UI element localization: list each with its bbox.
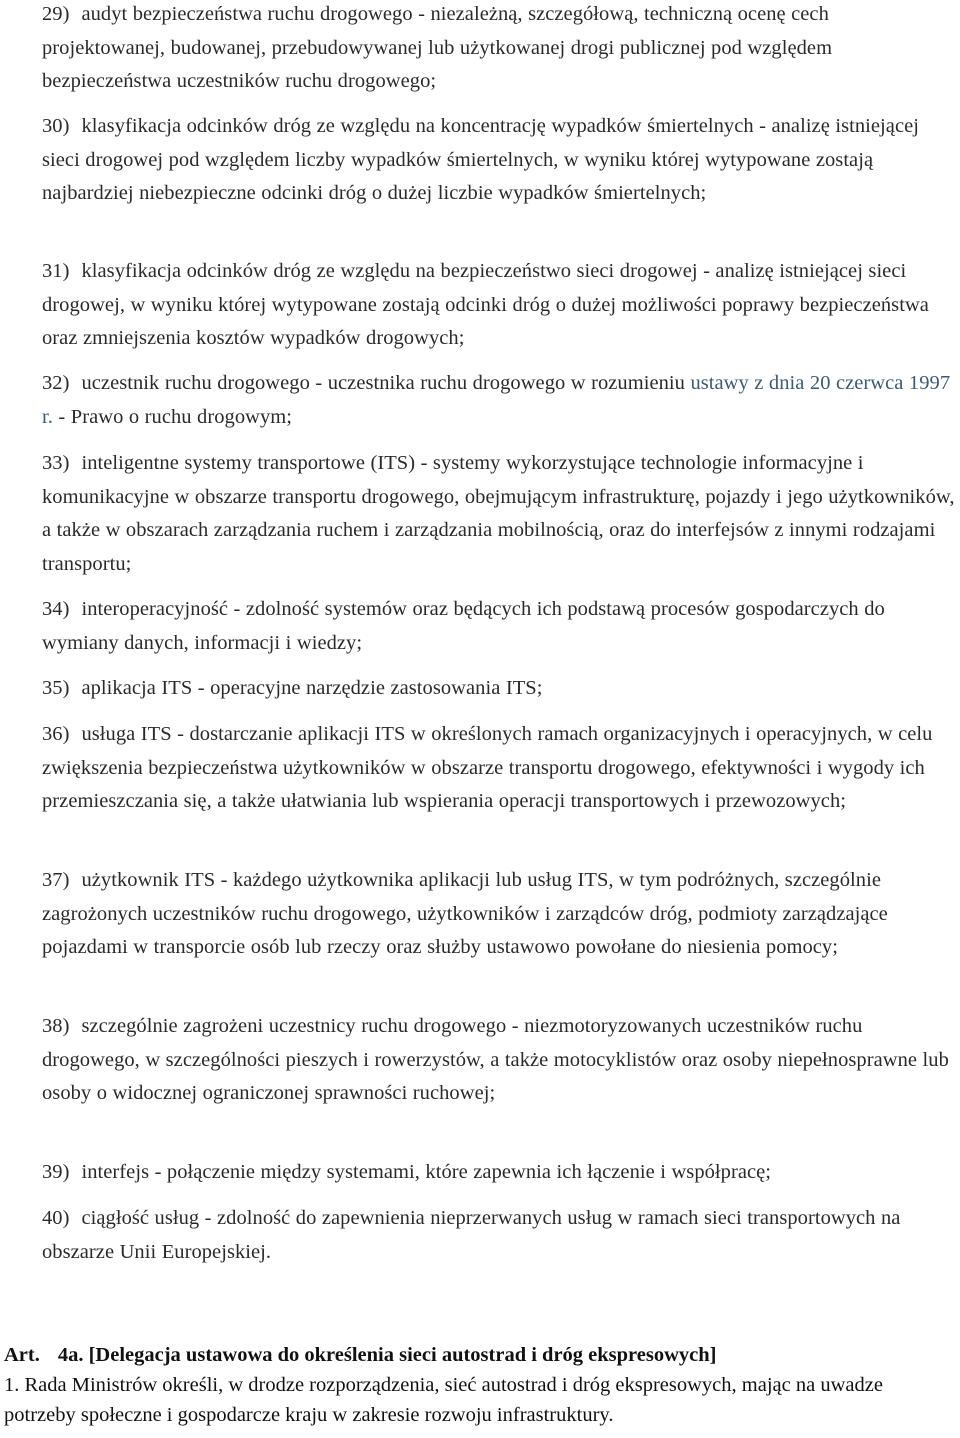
article-heading: [4, 1340, 956, 1370]
definition-34: [42, 593, 957, 660]
definition-text: użytkownik ITS - każdego użytkownika aplikacji lub usług ITS, w tym podróżnych, szczególnie zagrożonych uczestników ruchu drogowego, użytkowników i zarządców dróg, podmioty zarządzające pojazdami w transporcie osób lub rzeczy oraz służby ustawowo powołane do niesienia pomocy;: [42, 869, 888, 958]
definition-33: [42, 447, 957, 581]
definition-text: klasyfikacja odcinków dróg ze względu na koncentrację wypadków śmiertelnych - analizę istniejącej sieci drogowej pod względem liczby wypadków śmiertelnych, w wyniku której wytypowane zostają najbardziej niebezpieczne odcinki dróg o dużej liczbie wypadków śmiertelnych;: [42, 115, 919, 204]
article-number: 4a.: [57, 1344, 84, 1366]
definition-number: 40): [42, 1207, 70, 1229]
definition-number: 29): [42, 3, 70, 25]
definition-number: 38): [42, 1015, 70, 1037]
definition-text: szczególnie zagrożeni uczestnicy ruchu drogowego - niezmotoryzowanych uczestników ruchu drogowego, w szczególności pieszych i rowerzystów, a także motocyklistów oraz osoby niepełnosprawne lub osoby o widocznej ograniczonej sprawności ruchowej;: [42, 1015, 949, 1104]
definition-31: [42, 255, 957, 356]
definition-text: interoperacyjność - zdolność systemów oraz będących ich podstawą procesów gospodarczych do wymiany danych, informacji i wiedzy;: [42, 598, 885, 654]
definition-text: inteligentne systemy transportowe (ITS) - systemy wykorzystujące technologie informacyjne i komunikacyjne w obszarze transportu drogowego, obejmującym infrastrukturę, pojazdy i jego użytkowników, a także w obszarach zarządzania ruchem i zarządzania mobilnością, oraz do interfejsów z innymi rodzajami transportu;: [42, 452, 955, 575]
article-paragraph: 1. Rada Ministrów określi, w drodze rozporządzenia, sieć autostrad i dróg ekspresowych, mając na uwadze potrzeby społeczne i gospodarcze kraju w zakresie rozwoju infrastruktury.: [4, 1374, 883, 1426]
definition-35: [42, 672, 957, 706]
definition-number: 34): [42, 598, 70, 620]
definition-36: [42, 718, 957, 819]
definition-number: 35): [42, 677, 70, 699]
definition-text: uczestnik ruchu drogowego - uczestnika ruchu drogowego w rozumieniu: [81, 372, 685, 394]
article-4a: [4, 1340, 956, 1430]
definition-number: 32): [42, 372, 70, 394]
definition-number: 37): [42, 869, 70, 891]
definition-text: ciągłość usług - zdolność do zapewnienia nieprzerwanych usług w ramach sieci transportowych na obszarze Unii Europejskiej.: [42, 1207, 901, 1263]
definition-number: 31): [42, 260, 70, 282]
definition-text: usługa ITS - dostarczanie aplikacji ITS w określonych ramach organizacyjnych i operacyjnych, w celu zwiększenia bezpieczeństwa użytkowników w obszarze transportu drogowego, efektywności i wygody ich przemieszczania się, a także ułatwiania lub wspierania operacji transportowych i przewozowych;: [42, 723, 933, 812]
definition-29: [42, 0, 957, 99]
definition-text: klasyfikacja odcinków dróg ze względu na bezpieczeństwo sieci drogowej - analizę istniejącej sieci drogowej, w wyniku której wytypowane zostają odcinki dróg o dużej możliwości poprawy bezpieczeństwa oraz zmniejszenia kosztów wypadków drogowych;: [42, 260, 929, 349]
definition-32: [42, 367, 957, 434]
definition-39: [42, 1156, 957, 1190]
definition-37: [42, 864, 957, 965]
definition-text: interfejs - połączenie między systemami, które zapewnia ich łączenie i współpracę;: [81, 1161, 772, 1183]
definition-text: aplikacja ITS - operacyjne narzędzie zastosowania ITS;: [81, 677, 543, 699]
definition-number: 30): [42, 115, 70, 137]
definition-30: [42, 110, 957, 211]
definition-text-tail: - Prawo o ruchu drogowym;: [58, 405, 293, 428]
statute-link[interactable]: ustawy z dnia 20 czerwca 1997 r.: [42, 372, 951, 428]
definition-number: 36): [42, 723, 70, 745]
definition-number: 33): [42, 452, 70, 474]
article-label: Art.: [4, 1344, 40, 1366]
definition-40: [42, 1202, 957, 1269]
definition-number: 39): [42, 1161, 70, 1183]
definition-38: [42, 1010, 957, 1111]
article-title: [Delegacja ustawowa do określenia sieci autostrad i dróg ekspresowych]: [88, 1344, 717, 1366]
definition-text: audyt bezpieczeństwa ruchu drogowego - niezależną, szczegółową, techniczną ocenę cech projektowanej, budowanej, przebudowywanej lub użytkowanej drogi publicznej pod względem bezpieczeństwa uczestników ruchu drogowego;: [42, 3, 833, 92]
